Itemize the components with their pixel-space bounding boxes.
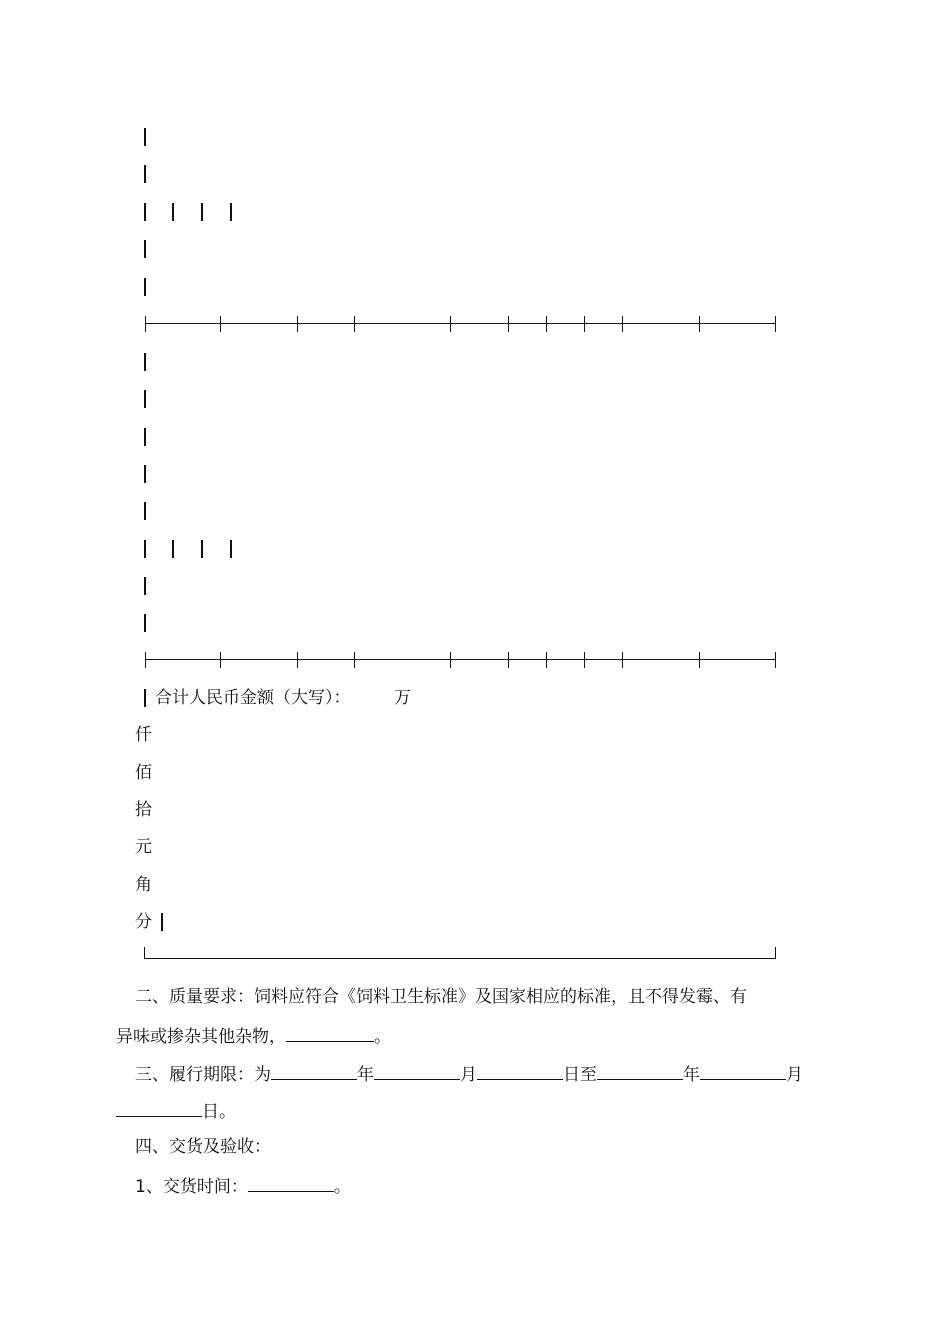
rule-tick xyxy=(297,316,298,332)
table-border-bar xyxy=(161,913,163,931)
rule-tick xyxy=(145,316,146,332)
rule-tick xyxy=(699,316,700,332)
year-label: 年 xyxy=(357,1065,374,1085)
rule-tick xyxy=(508,652,509,668)
rule-tick xyxy=(450,316,451,332)
unit-shi: 拾 xyxy=(135,800,152,820)
start-day-field[interactable] xyxy=(477,1064,563,1080)
rule-tick xyxy=(220,652,221,668)
table-border-bar xyxy=(172,203,174,221)
table-border-bar xyxy=(144,128,146,146)
delivery-time-line xyxy=(135,1176,351,1196)
rule-tick xyxy=(450,652,451,668)
unit-bai: 佰 xyxy=(135,763,152,783)
month-label: 月 xyxy=(786,1065,803,1085)
end-day-field[interactable] xyxy=(116,1101,202,1117)
term-clause-line1 xyxy=(135,1064,803,1084)
table-border-bar xyxy=(144,203,146,221)
delivery-time-end: 。 xyxy=(333,1177,351,1197)
rule-tick xyxy=(699,652,700,668)
delivery-time-label: 1、交货时间： xyxy=(135,1177,248,1197)
rule-tick xyxy=(145,652,146,668)
day-to-label: 日至 xyxy=(563,1065,597,1085)
table-border-bar xyxy=(201,540,203,558)
table-border-bar xyxy=(144,540,146,558)
table-border-bar xyxy=(144,577,146,595)
table-border-bar xyxy=(230,540,232,558)
table-border-bar xyxy=(230,203,232,221)
rule-tick xyxy=(775,316,776,332)
rule-tick xyxy=(584,316,585,332)
rule-tick xyxy=(775,652,776,668)
quality-clause-text: 异味或掺杂其他杂物， xyxy=(116,1027,286,1047)
unit-qian: 仟 xyxy=(135,725,152,745)
year-label: 年 xyxy=(683,1065,700,1085)
table-border-bar xyxy=(144,240,146,258)
end-month-field[interactable] xyxy=(700,1064,786,1080)
delivery-heading: 四、交货及验收： xyxy=(135,1137,271,1157)
total-amount-label: 合计人民币金额（大写）： xyxy=(155,688,351,708)
rule-tick xyxy=(622,316,623,332)
table-bottom-right-corner xyxy=(775,947,776,959)
end-year-field[interactable] xyxy=(597,1064,683,1080)
rule-tick xyxy=(354,316,355,332)
quality-blank-field[interactable] xyxy=(286,1026,374,1042)
table-border-bar xyxy=(144,353,146,371)
rule-tick xyxy=(622,652,623,668)
term-clause-prefix: 三、履行期限：为 xyxy=(135,1065,271,1085)
delivery-time-field[interactable] xyxy=(248,1176,334,1192)
table-border-bar xyxy=(144,428,146,446)
day-end-label: 日。 xyxy=(202,1102,236,1122)
rule-tick xyxy=(546,316,547,332)
unit-fen: 分 xyxy=(135,912,152,932)
start-month-field[interactable] xyxy=(374,1064,460,1080)
month-label: 月 xyxy=(460,1065,477,1085)
table-border-bar xyxy=(144,465,146,483)
table-border-bar xyxy=(201,203,203,221)
quality-clause-end: 。 xyxy=(374,1027,391,1047)
rule-tick xyxy=(508,316,509,332)
rule-tick xyxy=(584,652,585,668)
table-border-bar xyxy=(172,540,174,558)
table-rule xyxy=(145,323,776,324)
table-border-bar xyxy=(144,278,146,296)
table-border-bar xyxy=(144,165,146,183)
unit-jiao: 角 xyxy=(135,875,152,895)
unit-wan: 万 xyxy=(394,688,411,708)
table-border-bar xyxy=(144,614,146,632)
table-border-bar xyxy=(144,390,146,408)
term-clause-line2 xyxy=(116,1101,236,1121)
rule-tick xyxy=(297,652,298,668)
rule-tick xyxy=(354,652,355,668)
start-year-field[interactable] xyxy=(271,1064,357,1080)
table-border-bar xyxy=(144,502,146,520)
table-rule xyxy=(145,659,776,660)
unit-yuan: 元 xyxy=(135,837,152,857)
table-bottom-rule xyxy=(144,958,776,959)
quality-clause-line1: 二、质量要求：饲料应符合《饲料卫生标准》及国家相应的标准，且不得发霉、有 xyxy=(135,987,747,1007)
table-border-bar xyxy=(144,689,146,707)
rule-tick xyxy=(220,316,221,332)
quality-clause-line2 xyxy=(116,1026,391,1046)
rule-tick xyxy=(546,652,547,668)
